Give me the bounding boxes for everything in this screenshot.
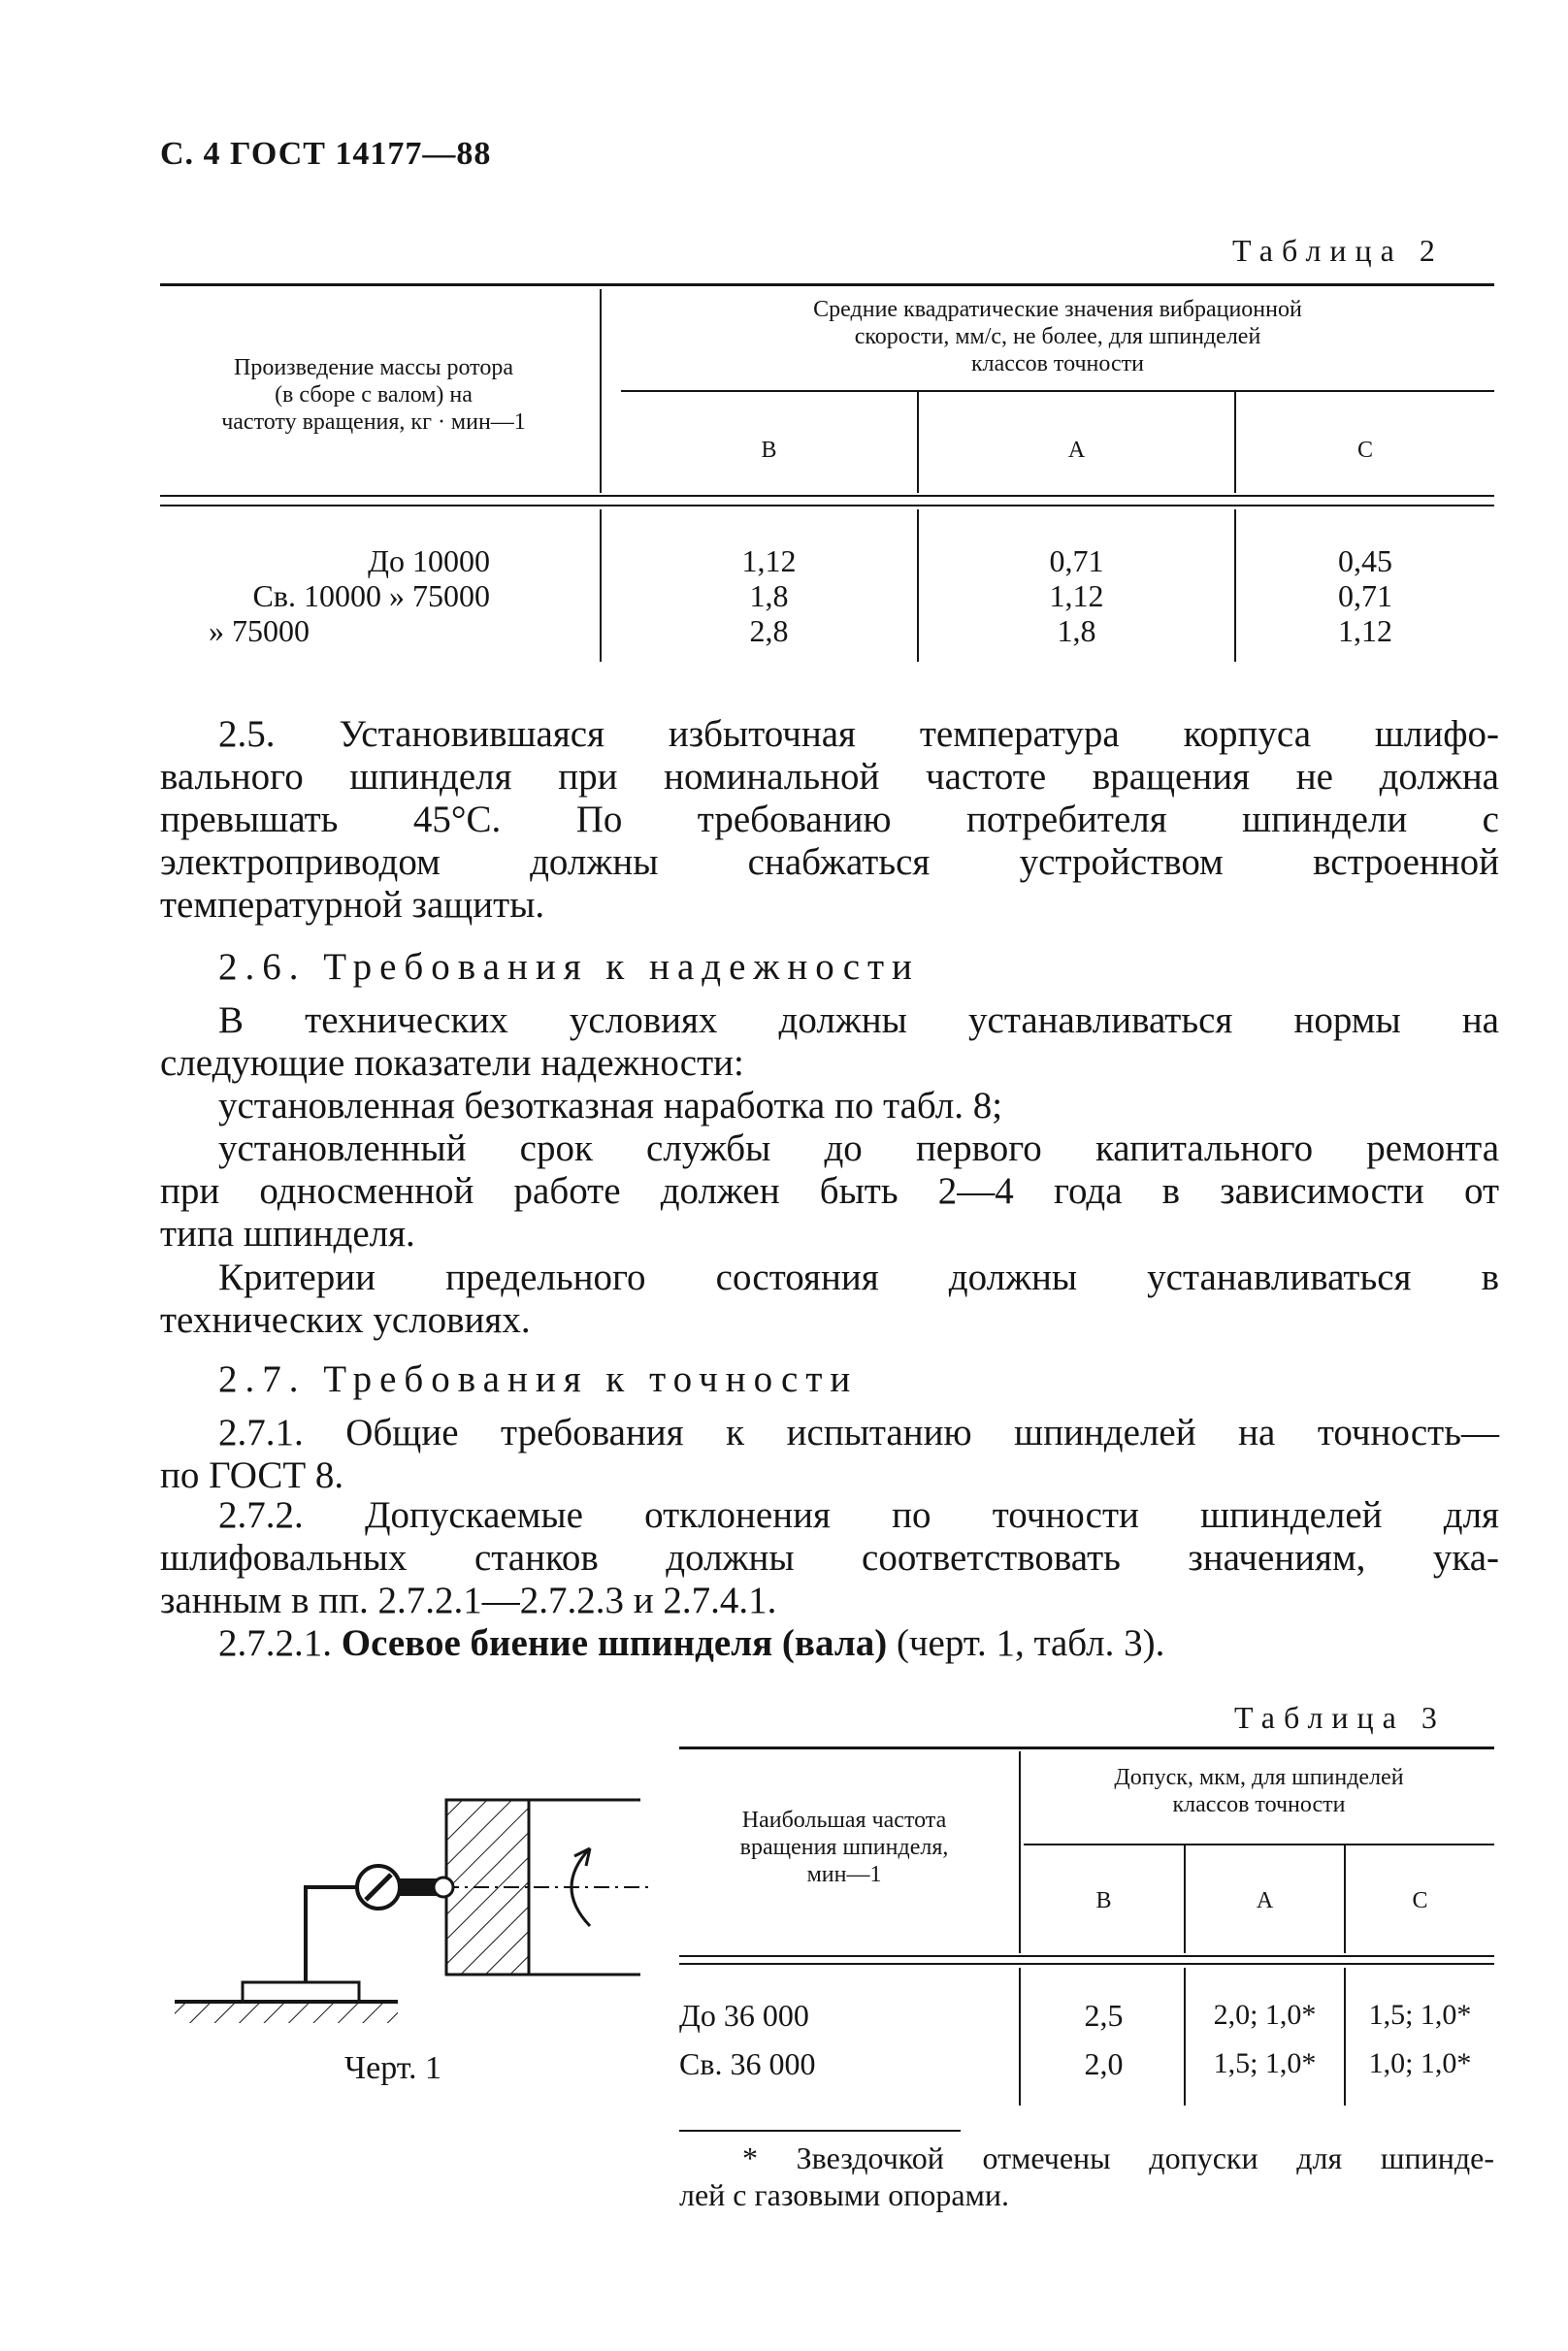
table3-col-c	[1346, 1991, 1494, 2088]
table2-cell: 0,71	[1338, 578, 1392, 613]
table2-row-label: Св. 10000 » 75000	[252, 578, 490, 613]
table3-cell: 1,0; 1,0*	[1368, 2047, 1472, 2079]
table2-class-a: А	[1067, 438, 1086, 463]
table3-row-labels	[679, 1991, 1009, 2088]
table2-cell: 1,12	[1049, 578, 1104, 613]
table3-caption: Таблица 3	[1234, 1700, 1446, 1735]
table3-class-a: А	[1256, 1888, 1274, 1913]
paragraph-2-7-2-1: 2.7.2.1. Осевое биение шпинделя (вала) (черт. 1, табл. 3).	[218, 1622, 1165, 1664]
heading-2-7: 2.7. Требования к точности	[218, 1358, 859, 1400]
table2-row-labels	[160, 543, 490, 648]
table3-cell: 2,0	[1084, 2046, 1124, 2081]
table3-class-b: В	[1095, 1888, 1112, 1913]
drawing-axial-runout	[165, 1776, 670, 2038]
table2-class-c: С	[1356, 438, 1373, 463]
table3-footnote: * Звездочкой отмечены допуски для шпинде- лей с газовыми опорами.	[679, 2140, 1494, 2212]
table3-group-header: Допуск, мкм, для шпинделей классов точности	[1114, 1765, 1404, 1817]
table2-col-a	[919, 543, 1234, 648]
table2-cell: 1,8	[1057, 613, 1096, 648]
table3-cell: 2,5	[1084, 1998, 1124, 2033]
table3-row-label: До 36 000	[679, 1998, 809, 2033]
paragraph-2-7-2: 2.7.2. Допускаемые отклонения по точности шпинделей для шлифовальных станков должны соответствовать значениям, ука- занным в пп. 2.7.2.1—2.7.2.3 и 2.7.4.1.	[160, 1494, 1499, 1621]
figure-caption: Черт. 1	[344, 2050, 442, 2086]
table2-cell: 2,8	[749, 613, 789, 648]
paragraph-criteria: Критерии предельного состояния должны устанавливаться в технических условиях.	[160, 1257, 1499, 1341]
running-head: С. 4 ГОСТ 14177—88	[160, 136, 492, 172]
table2-cell: 1,12	[1338, 613, 1392, 648]
table2-col-c	[1236, 543, 1494, 648]
table2-caption: Таблица 2	[1232, 233, 1444, 268]
table3-col-a	[1186, 1991, 1344, 2088]
bold-term: Осевое биение шпинделя (вала)	[341, 1622, 888, 1664]
table3-col-b	[1024, 1991, 1184, 2088]
heading-2-6: 2.6. Требования к надежности	[218, 946, 920, 988]
table3-cell: 2,0; 1,0*	[1213, 1999, 1317, 2031]
table3-col0-header: Наибольшая частота вращения шпинделя, мин—1	[739, 1808, 949, 1887]
table3-cell: 1,5; 1,0*	[1213, 2047, 1317, 2079]
table2-cell: 0,45	[1338, 543, 1392, 578]
table2-col-b	[621, 543, 917, 648]
table2-cell: 1,12	[741, 543, 797, 578]
table3-row-label: Св. 36 000	[679, 2046, 816, 2081]
paragraph-2-7-1: 2.7.1. Общие требования к испытанию шпинделей на точность— по ГОСТ 8.	[160, 1412, 1499, 1496]
table3-class-c: С	[1412, 1888, 1428, 1913]
paragraph-2-5: 2.5. Установившаяся избыточная температура корпуса шлифо- вального шпинделя при номинальной частоте вращения не должна превышать 45°С. По требованию потребителя шпиндели с электроприводом должны снабжаться устройством встроенной температурной защиты.	[160, 713, 1499, 926]
table2-row-label: » 75000	[209, 613, 310, 648]
table2-row-label: До 10000	[368, 543, 490, 578]
table2-class-b: В	[761, 438, 777, 463]
paragraph-2-6: В технических условиях должны устанавливаться нормы на следующие показатели надежности: установленная безотказная наработка по табл. 8; установленный срок службы до первого капитального ремонта при односменной работе должен быть 2—4 года в зависимости от типа шпинделя.	[160, 999, 1499, 1255]
table2-cell: 1,8	[749, 578, 789, 613]
table2-col0-header: Произведение массы ротора (в сборе с валом) на частоту вращения, кг · мин—1	[221, 355, 526, 435]
table3-cell: 1,5; 1,0*	[1368, 1999, 1472, 2031]
table2-cell: 0,71	[1049, 543, 1104, 578]
table2-group-header: Средние квадратические значения вибрационной скорости, мм/с, не более, для шпинделей классов точности	[813, 297, 1302, 376]
